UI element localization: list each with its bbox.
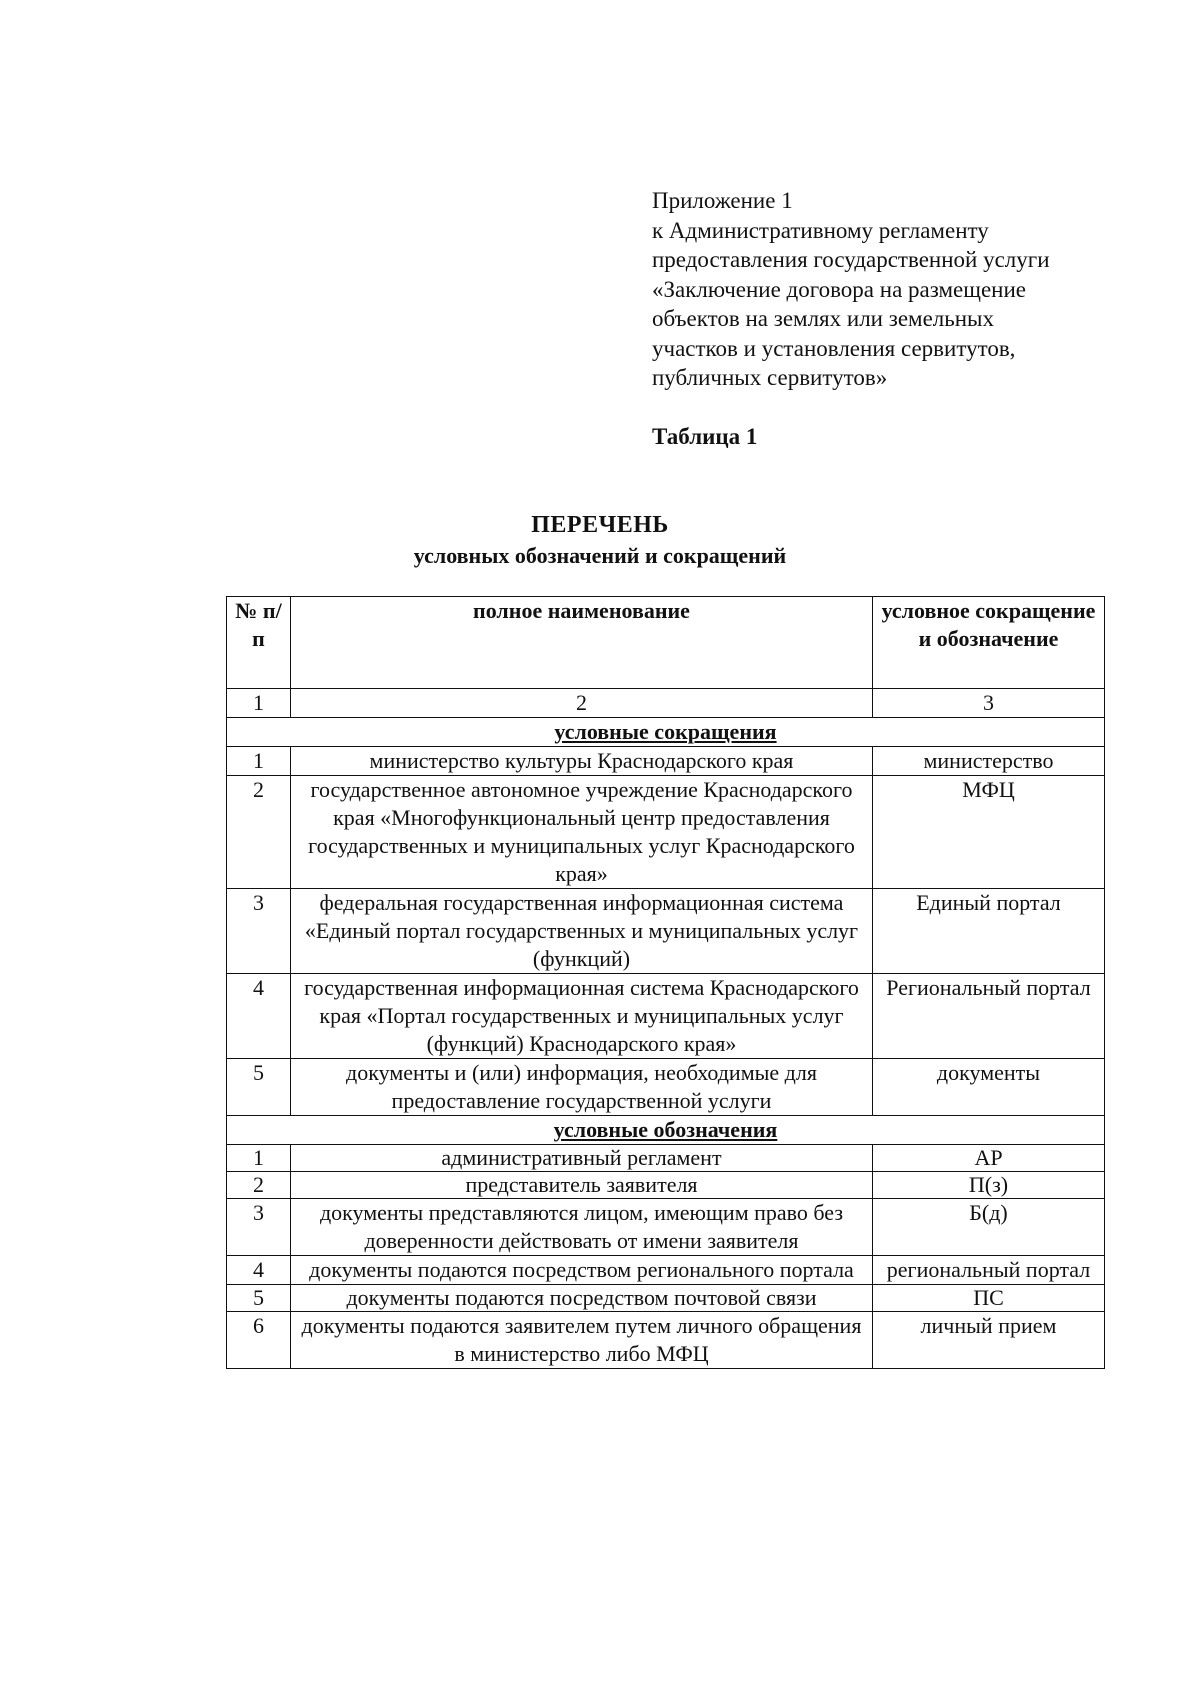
- row-full-name: государственное автономное учреждение Краснодарского края «Многофункциональный центр предоставления государственных и муниципальных услуг Краснодарского края»: [291, 776, 873, 889]
- appendix-line: «Заключение договора на размещение: [652, 276, 1027, 302]
- column-number: 2: [291, 689, 873, 718]
- row-full-name: государственная информационная система Краснодарского края «Портал государственных и муниципальных услуг (функций) Краснодарского края»: [291, 974, 873, 1059]
- header-full-name: полное наименование: [291, 597, 873, 689]
- row-abbr: Региональный портал: [873, 974, 1105, 1059]
- document-title: ПЕРЕЧЕНЬ: [531, 512, 669, 538]
- header-abbr: условное сокращение и обозначение: [873, 597, 1105, 689]
- appendix-line: объектов на землях или земельных: [652, 306, 995, 331]
- row-full-name: представитель заявителя: [291, 1172, 873, 1199]
- abbreviations-table: [226, 596, 1105, 1369]
- row-full-name: документы подаются заявителем путем личного обращения в министерство либо МФЦ: [291, 1312, 873, 1369]
- row-num: 2: [227, 776, 291, 889]
- row-num: 5: [227, 1059, 291, 1116]
- row-abbr: министерство: [873, 747, 1105, 776]
- row-full-name: документы подаются посредством почтовой связи: [291, 1285, 873, 1312]
- row-full-name: федеральная государственная информационная система «Единый портал государственных и муниципальных услуг (функций): [291, 889, 873, 974]
- row-abbr: региональный портал: [873, 1256, 1105, 1285]
- row-abbr: Единый портал: [873, 889, 1105, 974]
- column-number-row: [227, 689, 1105, 718]
- table-row: [227, 1199, 1105, 1256]
- table-row: [227, 889, 1105, 974]
- document-subtitle: условных обозначений и сокращений: [413, 543, 787, 568]
- row-abbr: МФЦ: [873, 776, 1105, 889]
- row-abbr: ПС: [873, 1285, 1105, 1312]
- row-num: 3: [227, 889, 291, 974]
- row-abbr: документы: [873, 1059, 1105, 1116]
- appendix-note: [652, 186, 1172, 393]
- table-row: [227, 747, 1105, 776]
- table-header-row: [227, 597, 1105, 689]
- table-row: [227, 1285, 1105, 1312]
- row-num: 4: [227, 1256, 291, 1285]
- table-row: [227, 1172, 1105, 1199]
- column-number: 1: [227, 689, 291, 718]
- row-num: 1: [227, 1145, 291, 1172]
- row-abbr: личный прием: [873, 1312, 1105, 1369]
- row-num: 2: [227, 1172, 291, 1199]
- table-row: [227, 1312, 1105, 1369]
- row-full-name: министерство культуры Краснодарского края: [291, 747, 873, 776]
- row-abbr: Б(д): [873, 1199, 1105, 1256]
- table-row: [227, 1256, 1105, 1285]
- row-full-name: документы подаются посредством регионального портала: [291, 1256, 873, 1285]
- row-full-name: документы и (или) информация, необходимые для предоставление государственной услуги: [291, 1059, 873, 1116]
- row-num: 3: [227, 1199, 291, 1256]
- table-row: [227, 776, 1105, 889]
- section-row: [227, 1116, 1105, 1145]
- appendix-line: публичных сервитутов»: [652, 365, 888, 390]
- row-num: 4: [227, 974, 291, 1059]
- table-label: Таблица 1: [652, 424, 758, 449]
- appendix-line: Приложение 1: [652, 188, 793, 213]
- appendix-line: предоставления государственной услуги: [652, 247, 1050, 272]
- appendix-line: участков и установления сервитутов,: [652, 335, 1016, 361]
- appendix-line: к Административному регламенту: [652, 217, 989, 243]
- row-full-name: административный регламент: [291, 1145, 873, 1172]
- section-title: условные сокращения: [227, 718, 1105, 747]
- table-row: [227, 1059, 1105, 1116]
- section-row: [227, 718, 1105, 747]
- section-title: условные обозначения: [227, 1116, 1105, 1145]
- row-num: 5: [227, 1285, 291, 1312]
- row-num: 6: [227, 1312, 291, 1369]
- row-num: 1: [227, 747, 291, 776]
- row-abbr: П(з): [873, 1172, 1105, 1199]
- row-abbr: АР: [873, 1145, 1105, 1172]
- table-row: [227, 1145, 1105, 1172]
- row-full-name: документы представляются лицом, имеющим право без доверенности действовать от имени заявителя: [291, 1199, 873, 1256]
- table-row: [227, 974, 1105, 1059]
- column-number: 3: [873, 689, 1105, 718]
- header-num: № п/п: [227, 597, 291, 689]
